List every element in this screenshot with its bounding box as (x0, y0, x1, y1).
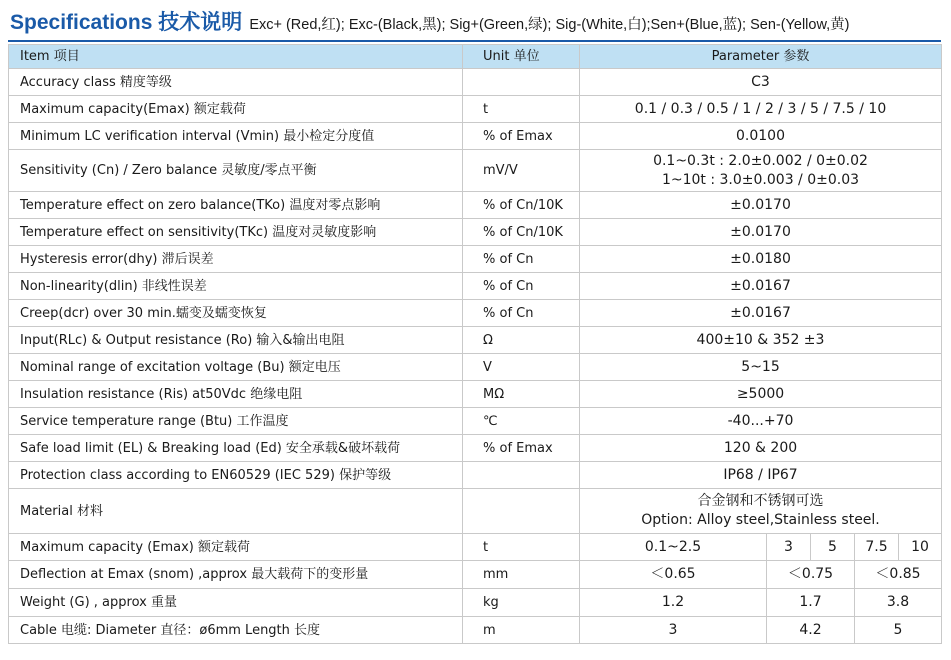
weight-cell: 3.8 (855, 589, 942, 617)
sensitivity-line-1: 0.1~0.3t : 2.0±0.002 / 0±0.02 (653, 152, 868, 169)
row-unit: t (463, 96, 580, 123)
row-unit (463, 69, 580, 96)
weight-cell: 1.7 (767, 589, 855, 617)
row-value: ±0.0167 (580, 273, 942, 300)
row-unit: % of Emax (463, 123, 580, 150)
table-row (9, 354, 942, 381)
row-unit: mV/V (463, 150, 580, 192)
row-item: Maximum capacity (Emax) 额定载荷 (9, 534, 463, 561)
weight-cell: 1.2 (580, 589, 767, 617)
table-row (9, 192, 942, 219)
row-value: ≥5000 (580, 381, 942, 408)
row-item: Deflection at Emax (snom) ,approx 最大载荷下的变形量 (9, 561, 463, 589)
page-title: Specifications 技术说明 (10, 11, 243, 34)
table-row (9, 327, 942, 354)
row-item: Input(RLc) & Output resistance (Ro) 输入&输出电阻 (9, 327, 463, 354)
row-value: -40...+70 (580, 408, 942, 435)
table-row (9, 534, 942, 561)
row-value: 0.1 / 0.3 / 0.5 / 1 / 2 / 3 / 5 / 7.5 / 10 (580, 96, 942, 123)
spec-header (10, 6, 849, 38)
row-item: Hysteresis error(dhy) 滞后误差 (9, 246, 463, 273)
table-row (9, 123, 942, 150)
row-value (580, 489, 942, 534)
row-unit: % of Cn/10K (463, 192, 580, 219)
row-value: 5~15 (580, 354, 942, 381)
capacity-cell: 10 (899, 534, 942, 561)
material-line-2: Option: Alloy steel,Stainless steel. (641, 512, 880, 528)
deflection-cell: ＜0.65 (580, 561, 767, 589)
row-value: 0.0100 (580, 123, 942, 150)
row-value (580, 150, 942, 192)
deflection-cell: ＜0.85 (855, 561, 942, 589)
row-unit: Ω (463, 327, 580, 354)
wire-color-legend: Exc+ (Red,红); Exc-(Black,黑); Sig+(Green,绿); Sig-(White,白);Sen+(Blue,蓝); Sen-(Yellow,黄) (249, 17, 850, 33)
row-unit: t (463, 534, 580, 561)
row-item: Cable 电缆: Diameter 直径：ø6mm Length 长度 (9, 617, 463, 644)
row-item: Weight (G) , approx 重量 (9, 589, 463, 617)
deflection-cell: ＜0.75 (767, 561, 855, 589)
capacity-cell: 5 (811, 534, 855, 561)
row-item: Temperature effect on sensitivity(TKc) 温度对灵敏度影响 (9, 219, 463, 246)
row-unit: MΩ (463, 381, 580, 408)
row-unit (463, 462, 580, 489)
table-row (9, 219, 942, 246)
material-line-1: 合金钢和不锈钢可选 (697, 493, 824, 509)
row-unit: % of Cn/10K (463, 219, 580, 246)
table-row (9, 69, 942, 96)
table-header-row (9, 45, 942, 69)
row-unit: V (463, 354, 580, 381)
row-item: Protection class according to EN60529 (IEC 529) 保护等级 (9, 462, 463, 489)
table-row (9, 300, 942, 327)
row-unit: mm (463, 561, 580, 589)
row-item: Temperature effect on zero balance(TKo) 温度对零点影响 (9, 192, 463, 219)
capacity-cell: 3 (767, 534, 811, 561)
header-parameter: Parameter 参数 (580, 45, 942, 69)
capacity-cell: 7.5 (855, 534, 899, 561)
table-row (9, 246, 942, 273)
row-item: Minimum LC verification interval (Vmin) 最小检定分度值 (9, 123, 463, 150)
row-unit: % of Emax (463, 435, 580, 462)
row-value: ±0.0167 (580, 300, 942, 327)
capacity-cell: 0.1~2.5 (580, 534, 767, 561)
table-row (9, 273, 942, 300)
cable-cell: 3 (580, 617, 767, 644)
row-unit: ℃ (463, 408, 580, 435)
row-item: Nominal range of excitation voltage (Bu) 额定电压 (9, 354, 463, 381)
table-row (9, 96, 942, 123)
row-value: 400±10 & 352 ±3 (580, 327, 942, 354)
row-value: ±0.0170 (580, 192, 942, 219)
row-value: IP68 / IP67 (580, 462, 942, 489)
table-row (9, 435, 942, 462)
row-value: ±0.0170 (580, 219, 942, 246)
table-row (9, 589, 942, 617)
row-item: Insulation resistance (Ris) at50Vdc 绝缘电阻 (9, 381, 463, 408)
header-unit: Unit 单位 (463, 45, 580, 69)
row-unit: % of Cn (463, 300, 580, 327)
table-row (9, 617, 942, 644)
cable-cell: 4.2 (767, 617, 855, 644)
cable-cell: 5 (855, 617, 942, 644)
table-row (9, 489, 942, 534)
row-item: Creep(dcr) over 30 min.蠕变及蠕变恢复 (9, 300, 463, 327)
title-divider (8, 40, 941, 42)
row-unit: % of Cn (463, 246, 580, 273)
row-item: Sensitivity (Cn) / Zero balance 灵敏度/零点平衡 (9, 150, 463, 192)
table-row (9, 150, 942, 192)
table-row (9, 381, 942, 408)
sensitivity-line-2: 1~10t : 3.0±0.003 / 0±0.03 (661, 171, 860, 188)
row-value: ±0.0180 (580, 246, 942, 273)
row-unit: m (463, 617, 580, 644)
table-row (9, 462, 942, 489)
row-item: Maximum capacity(Emax) 额定载荷 (9, 96, 463, 123)
row-value: 120 & 200 (580, 435, 942, 462)
table-row (9, 408, 942, 435)
row-unit: kg (463, 589, 580, 617)
row-value: C3 (580, 69, 942, 96)
row-item: Safe load limit (EL) & Breaking load (Ed) 安全承载&破坏载荷 (9, 435, 463, 462)
row-unit (463, 489, 580, 534)
row-item: Accuracy class 精度等级 (9, 69, 463, 96)
row-item: Non-linearity(dlin) 非线性误差 (9, 273, 463, 300)
header-item: Item 项目 (9, 45, 463, 69)
table-row (9, 561, 942, 589)
row-item: Material 材料 (9, 489, 463, 534)
row-item: Service temperature range (Btu) 工作温度 (9, 408, 463, 435)
specifications-table (8, 44, 942, 644)
row-unit: % of Cn (463, 273, 580, 300)
